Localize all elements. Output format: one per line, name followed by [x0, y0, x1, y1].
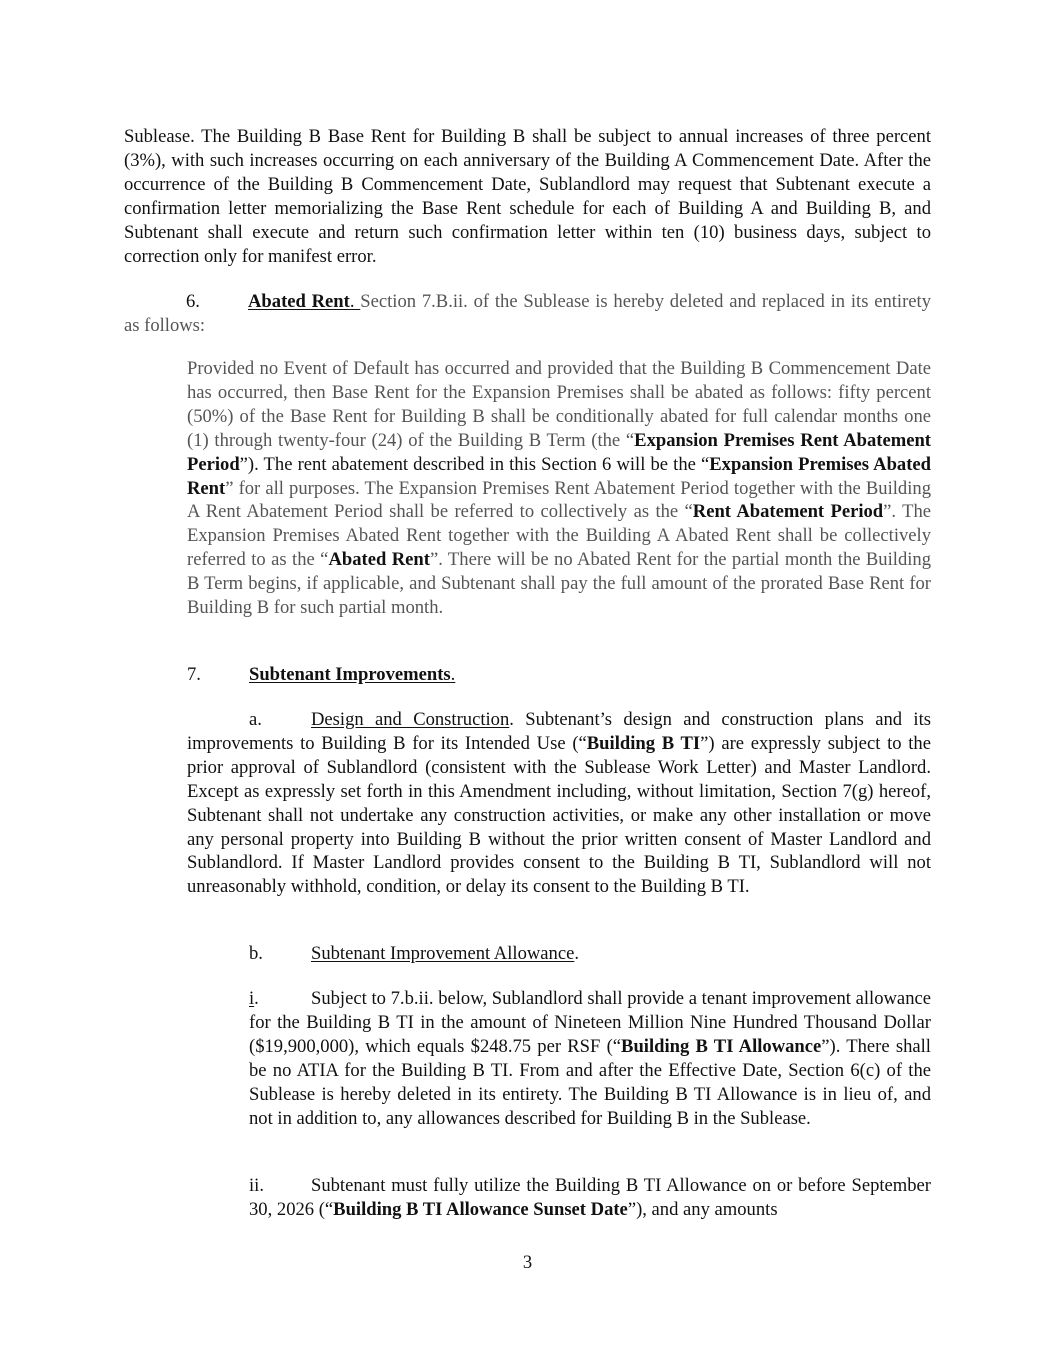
defined-term-abated-rent: Abated Rent — [328, 549, 430, 571]
section-7-number: 7. — [187, 664, 201, 685]
section-7-heading-punct: . — [450, 664, 456, 685]
section-7b-ii-label: ii. — [249, 1175, 264, 1196]
defined-term-building-b-ti-allowance-sunset-date: Building B TI Allowance Sunset Date — [333, 1198, 628, 1220]
defined-term-rent-abatement-period: Rent Abatement Period — [692, 501, 884, 523]
section-6-paragraph — [124, 290, 931, 338]
section-6-body-text-2: ”). The rent abatement described in this Section 6 will be the “ — [239, 453, 710, 475]
section-6-intro: Section 7.B.ii. of the Sublease is hereby deleted and replaced in its entirety as follows: — [124, 291, 932, 336]
page-number: 3 — [522, 1252, 533, 1273]
section-6-body-text-3: ” for all purposes. The Expansion Premises Rent Abatement Period together with the Building A Rent Abatement Period shall be referred to collectively as the “ — [187, 477, 931, 523]
section-7-heading-line — [187, 663, 931, 687]
section-7b-i-paragraph — [249, 987, 931, 1130]
section-6-heading-punct: . — [349, 291, 361, 312]
section-7b-ii-text-1: Subtenant must fully utilize the Building B TI Allowance on or before September 30, 2026 (“ — [249, 1175, 931, 1220]
section-6-body-text-4: ”. The Expansion Premises Abated Rent together with the Building A Abated Rent shall be collectively referred to as the “ — [187, 501, 931, 571]
section-7b-heading-line — [187, 942, 931, 966]
section-7b-i-label: i. — [249, 988, 259, 1009]
opening-paragraph: Sublease. The Building B Base Rent for Building B shall be subject to annual increases of three percent (3%), with such increases occurring on each anniversary of the Building A Commencement Date. After the occurrence of the Building B Commencement Date, Sublandlord may request that Subtenant execute a confirmation letter memorializing the Base Rent schedule for each of Building A and Building B, and Subtenant shall execute and return such confirmation letter within ten (10) business days, subject to correction only for manifest error. — [124, 126, 931, 267]
defined-term-building-b-ti: Building B TI — [586, 732, 701, 754]
defined-term-expansion-premises-rent-abatement-period: Expansion Premises Rent Abatement Period — [187, 429, 931, 475]
section-7b-heading: Subtenant Improvement Allowance — [311, 943, 575, 964]
defined-term-building-b-ti-allowance: Building B TI Allowance — [621, 1035, 822, 1057]
section-7a-paragraph — [187, 708, 931, 899]
defined-term-expansion-premises-abated-rent: Expansion Premises Abated Rent — [187, 453, 931, 499]
section-7b-label: b. — [249, 943, 263, 964]
section-7b-heading-punct: . — [574, 943, 580, 964]
section-6-body-text-5: ”. There will be no Abated Rent for the partial month the Building B Term begins, if applicable, and Subtenant shall pay the full amount of the prorated Base Rent for Building B for such partial month. — [187, 549, 931, 619]
section-7-heading: Subtenant Improvements — [249, 664, 451, 685]
section-7a-label: a. — [249, 709, 262, 730]
section-7a-text-1: . Subtenant’s design and construction plans and its improvements to Building B for its Intended Use (“ — [187, 709, 931, 754]
section-7a-text-2: ”) are expressly subject to the prior approval of Sublandlord (consistent with the Sublease Work Letter) and Master Landlord. Except as expressly set forth in this Amendment including, without limitation, Section 7(g) hereof, Subtenant shall not undertake any construction activities, or make any other installation or move any personal property into Building B without the prior written consent of Master Landlord and Sublandlord. If Master Landlord provides consent to the Building B TI, Sublandlord will not unreasonably withhold, condition, or delay its consent to the Building B TI. — [187, 732, 931, 898]
section-7b-ii-paragraph — [249, 1174, 931, 1222]
section-7b-i-text-2: ”). There shall be no ATIA for the Building B TI. From and after the Effective Date, Section 6(c) of the Sublease is hereby deleted in its entirety. The Building B TI Allowance is in lieu of, and not in addition to, any allowances described for Building B in the Sublease. — [249, 1035, 931, 1129]
section-6-heading: Abated Rent — [248, 291, 350, 312]
section-6-body-text-1: Provided no Event of Default has occurred and provided that the Building B Commencement Date has occurred, then Base Rent for the Expansion Premises shall be abated as follows: fifty percent (50%) of the Base Rent for Building B shall be conditionally abated for full calendar months one (1) through twenty-four (24) of the Building B Term (the “ — [187, 358, 931, 451]
section-6-body — [187, 357, 931, 620]
section-7b-ii-text-2: ”), and any amounts — [627, 1198, 778, 1220]
section-7b-i-text-1: Subject to 7.b.ii. below, Sublandlord shall provide a tenant improvement allowance for the Building B TI in the amount of Nineteen Million Nine Hundred Thousand Dollar ($19,900,000), which equals $248.75 per RSF (“ — [249, 988, 931, 1057]
section-7a-heading: Design and Construction — [311, 709, 510, 730]
section-6-number: 6. — [186, 291, 200, 312]
